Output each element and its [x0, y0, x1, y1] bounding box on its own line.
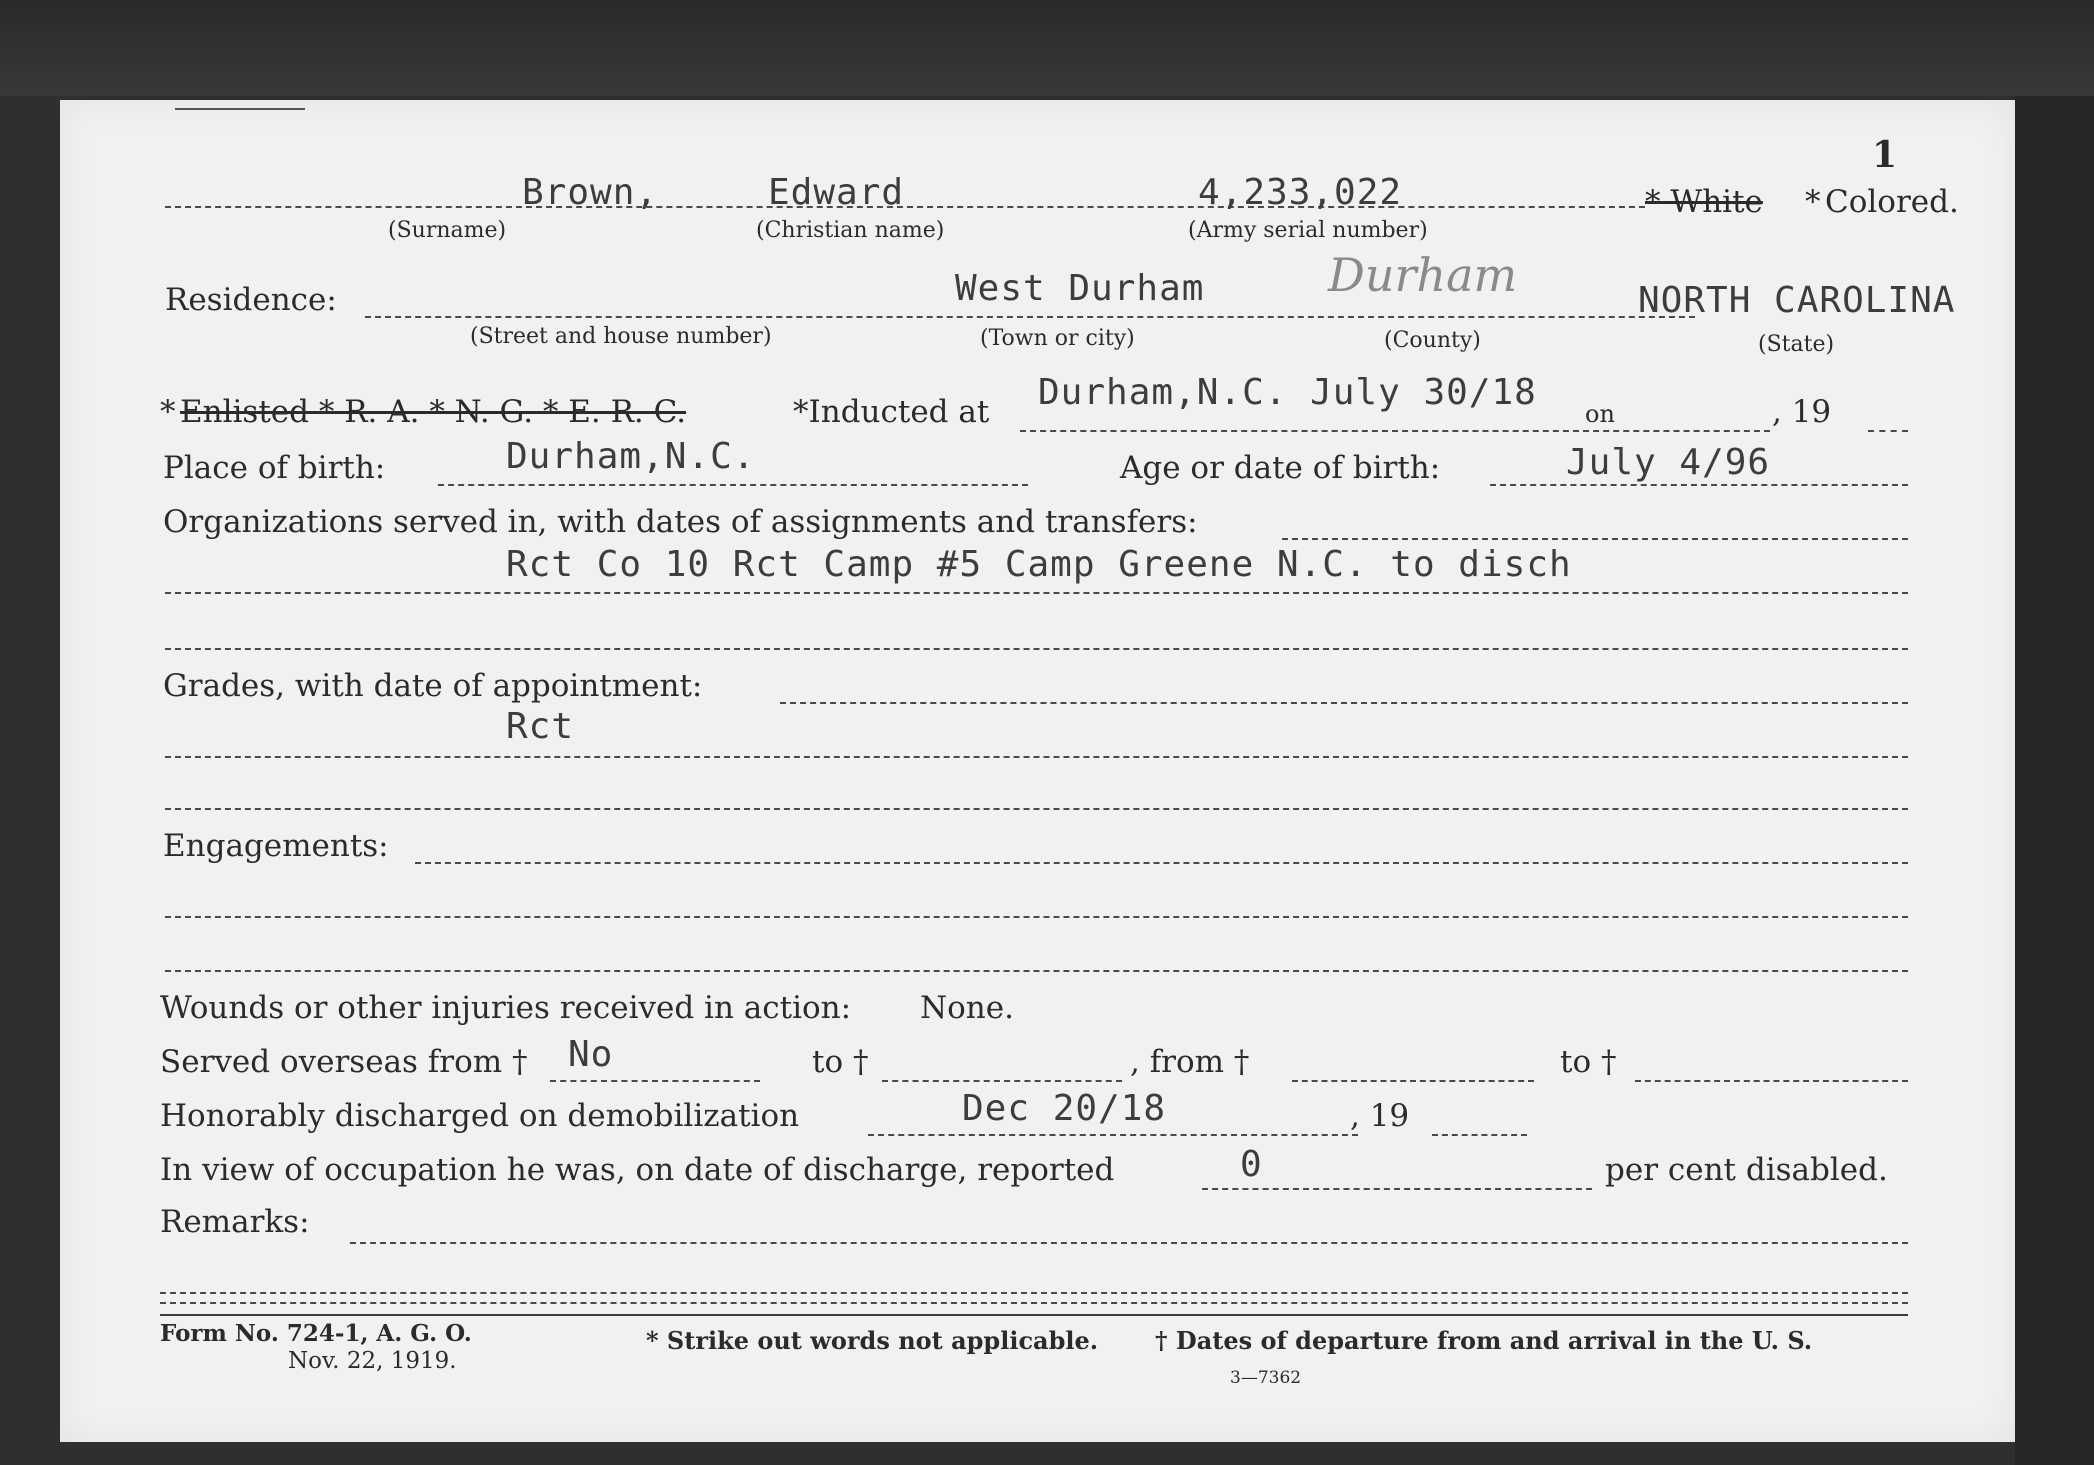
surname-value: Brown,	[522, 172, 659, 213]
engagements-label: Engagements:	[163, 828, 389, 864]
dates-note: † Dates of departure from and arrival in the U. S.	[1155, 1326, 1813, 1355]
overseas-from-line-2	[1292, 1080, 1534, 1082]
scan-background-top	[0, 0, 2094, 96]
surname-caption: (Surname)	[388, 218, 507, 243]
induction-on-label: on	[1585, 400, 1615, 428]
disability-label: In view of occupation he was, on date of discharge, reported	[160, 1152, 1115, 1188]
wounds-value: None.	[920, 990, 1014, 1026]
induction-value: Durham,N.C. July 30/18	[1038, 372, 1537, 413]
print-code: 3—7362	[1230, 1368, 1302, 1388]
residence-town-value: West Durham	[955, 268, 1205, 309]
state-caption: (State)	[1758, 332, 1835, 357]
discharge-year-suffix: , 19	[1350, 1098, 1410, 1134]
race-colored: Colored.	[1825, 184, 1959, 220]
discharge-line	[868, 1134, 1358, 1136]
footer-rule	[160, 1314, 1908, 1316]
age-value: July 4/96	[1566, 442, 1771, 483]
enlistment-options-struck: Enlisted * R. A. * N. G. * E. R. C.	[180, 394, 687, 430]
scan-background-right	[2015, 96, 2094, 1465]
street-caption: (Street and house number)	[470, 324, 772, 349]
residence-county-value: Durham	[1328, 248, 1518, 302]
overseas-from-value: No	[568, 1034, 614, 1075]
place-of-birth-value: Durham,N.C.	[506, 436, 756, 477]
grades-line-3	[165, 808, 1908, 810]
residence-line	[365, 316, 1695, 318]
grades-line-2	[165, 756, 1908, 758]
disability-suffix: per cent disabled.	[1605, 1152, 1888, 1188]
christian-name-caption: (Christian name)	[756, 218, 945, 243]
organizations-label: Organizations served in, with dates of assignments and transfers:	[163, 504, 1198, 540]
corner-rule	[175, 108, 305, 110]
form-number: Form No. 724-1, A. G. O.	[160, 1320, 472, 1347]
age-line	[1490, 484, 1908, 486]
wounds-label: Wounds or other injuries received in action:	[160, 990, 852, 1026]
overseas-to-label-2: to †	[1560, 1044, 1617, 1080]
serial-number-value: 4,233,022	[1198, 172, 1403, 213]
engagements-line-1	[415, 862, 1908, 864]
christian-name-value: Edward	[768, 172, 905, 213]
strike-note: * Strike out words not applicable.	[646, 1326, 1099, 1355]
discharge-label: Honorably discharged on demobilization	[160, 1098, 800, 1134]
discharge-value: Dec 20/18	[962, 1088, 1167, 1129]
overseas-from-label-2: , from †	[1130, 1044, 1250, 1080]
inducted-at-label: *Inducted at	[793, 394, 990, 430]
remarks-line-2	[160, 1292, 1908, 1294]
name-line	[165, 206, 1645, 208]
race-white-struck: * White	[1645, 184, 1763, 220]
card-number: 1	[1872, 134, 1898, 176]
disability-line	[1202, 1188, 1592, 1190]
overseas-from-line	[550, 1080, 760, 1082]
discharge-year-line	[1432, 1134, 1527, 1136]
town-caption: (Town or city)	[980, 326, 1135, 351]
organizations-line-1	[1282, 538, 1908, 540]
residence-label: Residence:	[165, 282, 337, 318]
induction-prefix: *	[160, 394, 176, 430]
service-record-card	[60, 100, 2015, 1442]
organizations-line-3	[165, 648, 1908, 650]
induction-line	[1020, 430, 1770, 432]
organizations-line-2	[165, 592, 1908, 594]
grades-label: Grades, with date of appointment:	[163, 668, 703, 704]
race-star: *	[1805, 184, 1821, 220]
form-date: Nov. 22, 1919.	[288, 1348, 457, 1374]
age-label: Age or date of birth:	[1120, 450, 1441, 486]
grades-value: Rct	[506, 706, 575, 747]
serial-caption: (Army serial number)	[1188, 218, 1428, 243]
county-caption: (County)	[1384, 328, 1481, 353]
overseas-to-line-1	[882, 1080, 1122, 1082]
engagements-line-3	[165, 970, 1908, 972]
overseas-to-label-1: to †	[812, 1044, 869, 1080]
engagements-line-2	[165, 916, 1908, 918]
organizations-value: Rct Co 10 Rct Camp #5 Camp Greene N.C. to disch	[506, 544, 1572, 585]
remarks-label: Remarks:	[160, 1204, 310, 1240]
induction-year-suffix: , 19	[1772, 394, 1832, 430]
remarks-line-3	[160, 1302, 1908, 1304]
induction-year-line	[1868, 430, 1908, 432]
grades-line-1	[780, 702, 1908, 704]
overseas-to-line-2	[1635, 1080, 1908, 1082]
disability-value: 0	[1240, 1144, 1263, 1185]
residence-state-value: NORTH CAROLINA	[1638, 280, 1956, 321]
place-of-birth-line	[438, 484, 1028, 486]
place-of-birth-label: Place of birth:	[163, 450, 386, 486]
overseas-from-label: Served overseas from †	[160, 1044, 528, 1080]
remarks-line-1	[350, 1242, 1908, 1244]
